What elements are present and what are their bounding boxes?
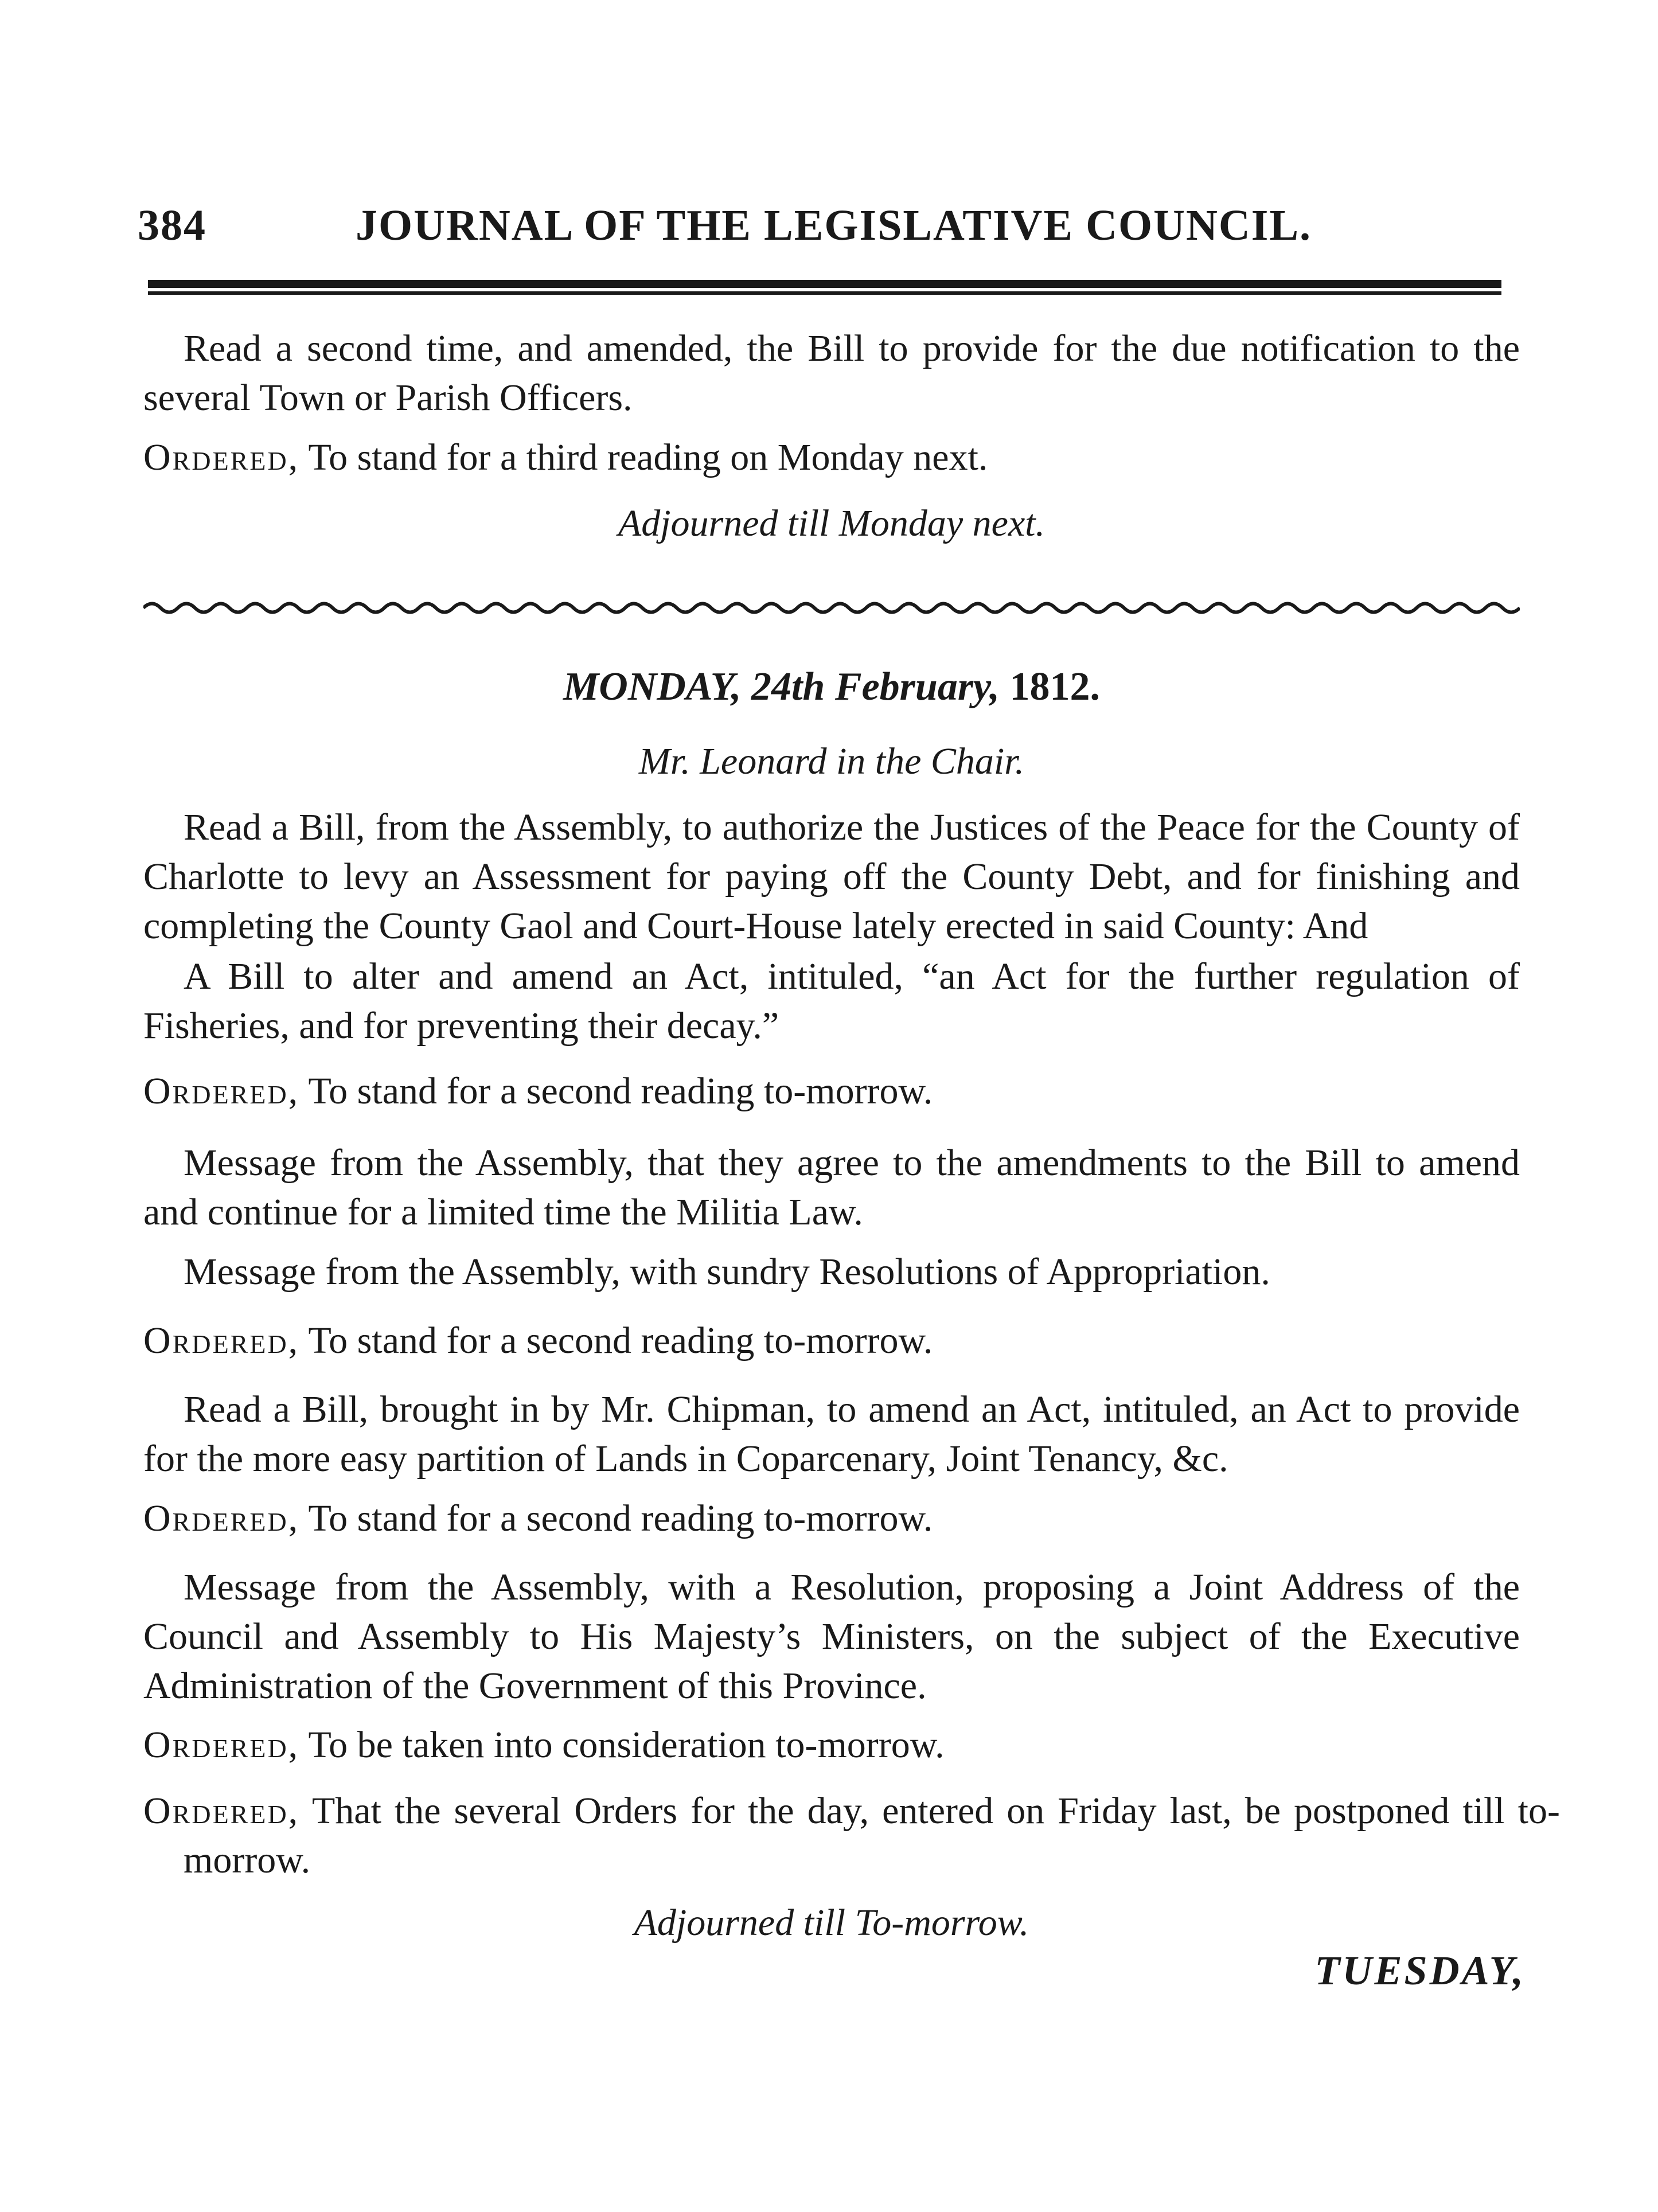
session-date-year: 1812. bbox=[1000, 665, 1101, 709]
session-date bbox=[143, 662, 1520, 712]
ordered-text: To be taken into consideration to-morrow. bbox=[299, 1724, 945, 1766]
chair-notice: Mr. Leonard in the Chair. bbox=[638, 740, 1025, 782]
ordered-text: To stand for a second reading to-morrow. bbox=[299, 1320, 933, 1361]
ordered-text: That the several Orders for the day, entered on Friday last, be postponed till to-morrow. bbox=[184, 1790, 1560, 1881]
ordered-second-reading-1 bbox=[143, 1067, 1520, 1116]
catchword: TUESDAY, bbox=[1314, 1948, 1526, 1993]
ordered-text: To stand for a second reading to-morrow. bbox=[299, 1497, 933, 1539]
entry-chipman-bill: Read a Bill, brought in by Mr. Chipman, to amend an Act, intituled, an Act to provide for the more easy partition of Lands in Coparcenary, Joint Tenancy, &c. bbox=[143, 1388, 1520, 1480]
entry-militia-message: Message from the Assembly, that they agree to the amendments to the Bill to amend and continue for a limited time the Militia Law. bbox=[143, 1142, 1520, 1233]
page-number: 384 bbox=[138, 201, 206, 249]
ordered-text: To stand for a third reading on Monday next. bbox=[299, 436, 988, 478]
ordered-postponed bbox=[143, 1786, 1560, 1885]
entry-fisheries-bill: A Bill to alter and amend an Act, intituled, “an Act for the further regulation of Fisheries, and for preventing their decay.” bbox=[143, 955, 1520, 1047]
ordered-second-reading-2 bbox=[143, 1316, 1520, 1366]
adjournment-notice-2: Adjourned till To-morrow. bbox=[634, 1902, 1029, 1944]
running-header bbox=[138, 195, 1497, 258]
ordered-label: Ordered, bbox=[143, 1070, 300, 1112]
ordered-label: Ordered, bbox=[143, 1497, 300, 1539]
entry-joint-address-message: Message from the Assembly, with a Resolution, proposing a Joint Address of the Council and Assembly to His Majesty’s Ministers, on the subject of the Executive Administration of the Government of this Province. bbox=[143, 1566, 1520, 1707]
session-date-weekday: MONDAY, 24th February, bbox=[563, 665, 1000, 709]
ordered-consideration bbox=[143, 1721, 1520, 1770]
ordered-second-reading-3 bbox=[143, 1494, 1520, 1543]
ordered-label: Ordered, bbox=[143, 1790, 300, 1832]
entry-appropriation-message: Message from the Assembly, with sundry Resolutions of Appropriation. bbox=[184, 1251, 1270, 1293]
wavy-divider bbox=[143, 596, 1520, 619]
journal-title: JOURNAL OF THE LEGISLATIVE COUNCIL. bbox=[356, 201, 1312, 249]
ordered-label: Ordered, bbox=[143, 1724, 300, 1766]
entry-second-reading: Read a second time, and amended, the Bill to provide for the due notification to the several Town or Parish Officers. bbox=[143, 327, 1520, 419]
adjournment-notice: Adjourned till Monday next. bbox=[618, 502, 1045, 544]
ordered-label: Ordered, bbox=[143, 436, 300, 478]
ordered-text: To stand for a second reading to-morrow. bbox=[299, 1070, 933, 1112]
ordered-label: Ordered, bbox=[143, 1320, 300, 1361]
ordered-third-reading bbox=[143, 433, 1520, 482]
header-double-rule bbox=[148, 280, 1501, 295]
entry-charlotte-bill: Read a Bill, from the Assembly, to authorize the Justices of the Peace for the County of Charlotte to levy an Assessment for paying off the County Debt, and for finishing and completing the County Gaol and Court-House lately erected in said County: And bbox=[143, 806, 1520, 947]
